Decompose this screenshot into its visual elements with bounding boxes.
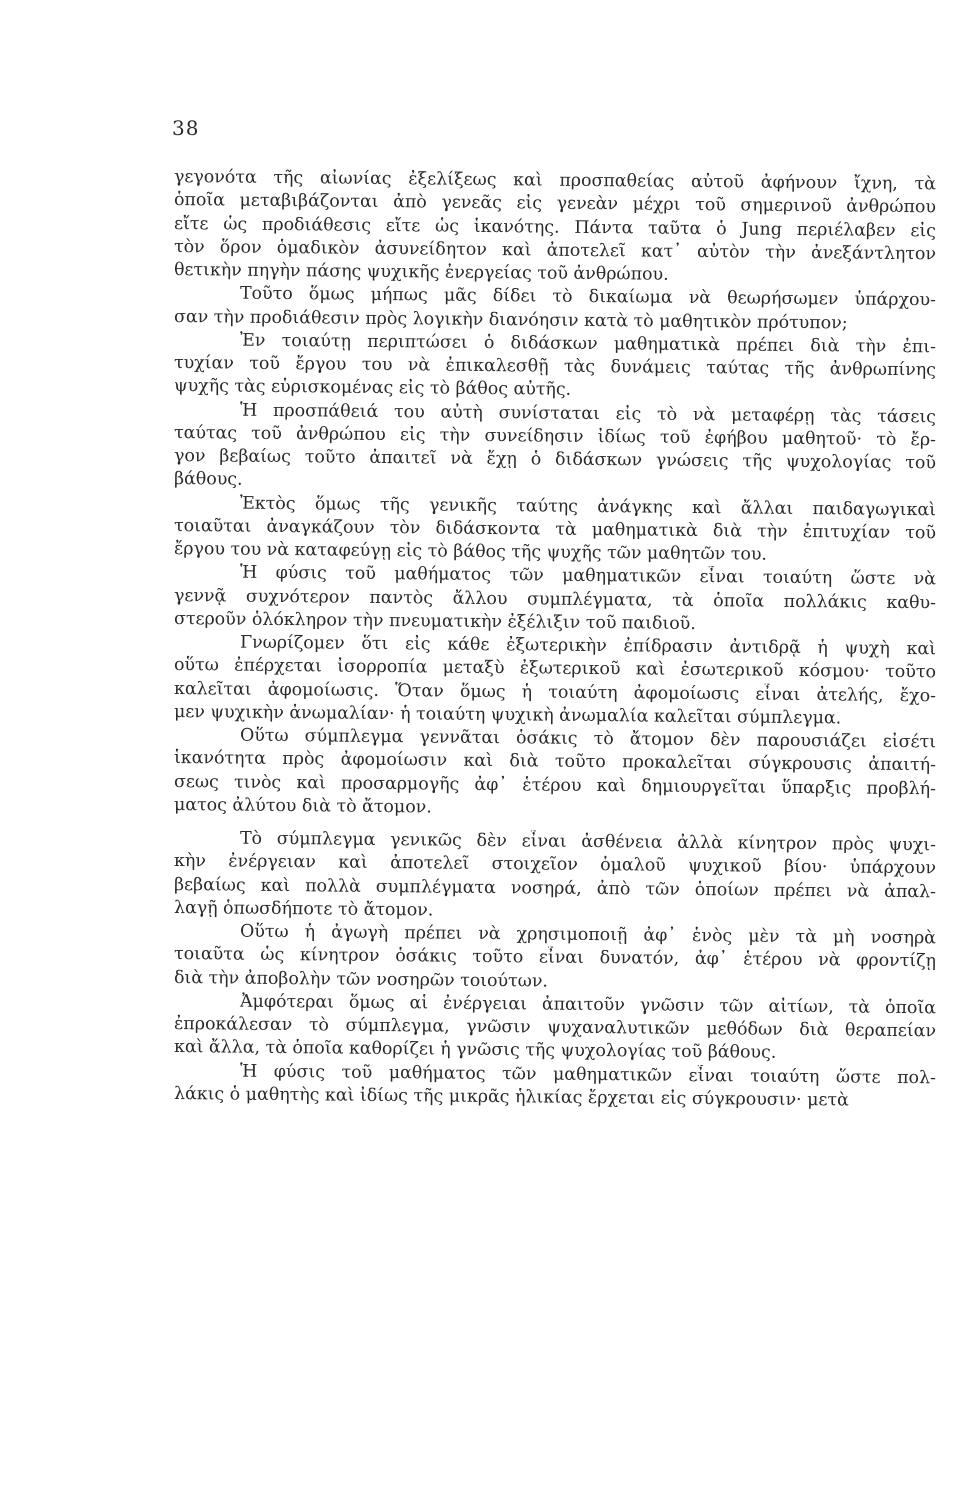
text-line: κὴν ἐνέργειαν καὶ ἀποτελεῖ στοιχεῖον ὁμαλοῦ ψυχικοῦ βίου· ὑπάρχουν xyxy=(173,851,937,879)
text-line: τὸν ὅρον ὁμαδικὸν ἀσυνείδητον καὶ ἀποτελεῖ κατ᾽ αὐτὸν τὴν ἀνεξάντλητον xyxy=(173,236,937,265)
text-line: διὰ τὴν ἀποβολὴν τῶν νοσηρῶν τοιούτων. xyxy=(173,967,549,992)
text-line: ὁποῖα μεταβιβάζονται ἀπὸ γενεᾶς εἰς γενεὰν μέχρι τοῦ σημερινοῦ ἀνθρώπου xyxy=(173,190,937,218)
text-line: Γνωρίζομεν ὅτι εἰς κάθε ἐξωτερικὴν ἐπίδρασιν ἀντιδρᾷ ἡ ψυχὴ καὶ xyxy=(239,632,937,660)
text-line: γεγονότα τῆς αἰωνίας ἐξελίξεως καὶ προσπαθείας αὐτοῦ ἀφήνουν ἴχνη, τὰ xyxy=(173,167,937,195)
paragraph xyxy=(173,282,937,333)
text-line: ἱκανότητα πρὸς ἀφομοίωσιν καὶ διὰ τοῦτο προκαλεῖται σύγκρουσις ἀπαιτή- xyxy=(173,748,937,776)
paragraph xyxy=(173,990,937,1064)
text-line: στεροῦν ὁλόκληρον τὴν πνευματικὴν ἐξέλιξιν τοῦ παιδιοῦ. xyxy=(173,608,696,634)
paragraph xyxy=(173,1060,937,1111)
text-line: οὕτω ἐπέρχεται ἰσορροπία μεταξὺ ἐξωτερικοῦ καὶ ἐσωτερικοῦ κόσμου· τοῦτο xyxy=(173,655,937,683)
text-line: ἐπροκάλεσαν τὸ σύμπλεγμα, γνῶσιν ψυχαναλυτικῶν μεθόδων διὰ θεραπείαν xyxy=(173,1014,937,1042)
paragraph xyxy=(174,329,936,399)
text-line: γεννᾷ συχνότερον παντὸς ἄλλου συμπλέγματα, τὰ ὁποῖα πολλάκις καθυ- xyxy=(173,585,937,613)
paragraph xyxy=(174,399,936,492)
text-line: Ἡ φύσις τοῦ μαθήματος τῶν μαθηματικῶν εἶναι τοιαύτη ὥστε πολ- xyxy=(239,1061,937,1088)
text-line: ἔργου του νὰ καταφεύγῃ εἰς τὸ βάθος τῆς ψυχῆς τῶν μαθητῶν του. xyxy=(173,539,768,565)
page-number: 38 xyxy=(172,116,200,140)
text-line: τοιαῦτα ὡς κίνητρον ὁσάκις τοῦτο εἶναι δυνατόν, ἀφ᾽ ἑτέρου νὰ φροντίζῃ xyxy=(173,944,937,972)
body-text xyxy=(173,166,937,1111)
text-line: Οὕτω σύμπλεγμα γεννᾶται ὁσάκις τὸ ἄτομον δὲν παρουσιάζει εἰσέτι xyxy=(239,725,937,753)
text-line: Οὕτω ἡ ἀγωγὴ πρέπει νὰ χρησιμοποιῇ ἀφ᾽ ἑνὸς μὲν τὰ μὴ νοσηρὰ xyxy=(239,921,937,949)
text-line: τυχίαν τοῦ ἔργου του νὰ ἐπικαλεσθῇ τὰς δυνάμεις ταύτας τῆς ἀνθρωπίνης xyxy=(173,353,937,381)
text-line: λαγῇ ὁπωσδήποτε τὸ ἄτομον. xyxy=(173,897,434,921)
text-line: Ἐκτὸς ὅμως τῆς γενικῆς ταύτης ἀνάγκης καὶ ἄλλαι παιδαγωγικαὶ xyxy=(239,493,937,520)
text-line: Τὸ σύμπλεγμα γενικῶς δὲν εἶναι ἀσθένεια ἀλλὰ κίνητρον πρὸς ψυχι- xyxy=(239,828,937,856)
text-line: Ἡ φύσις τοῦ μαθήματος τῶν μαθηματικῶν εἶναι τοιαύτη ὥστε νὰ xyxy=(239,562,937,590)
text-line: γον βεβαίως τοῦτο ἀπαιτεῖ νὰ ἔχῃ ὁ διδάσκων γνώσεις τῆς ψυχολογίας τοῦ xyxy=(173,446,937,474)
paragraph xyxy=(174,724,936,817)
text-line: Τοῦτο ὅμως μήπως μᾶς δίδει τὸ δικαίωμα νὰ θεωρήσωμεν ὑπάρχου- xyxy=(239,283,937,311)
text-line: ταύτας τοῦ ἀνθρώπου εἰς τὴν συνείδησιν ἰδίως τοῦ ἐφήβου μαθητοῦ· τὸ ἔρ- xyxy=(173,422,937,451)
text-line: καὶ ἄλλα, τὰ ὁποῖα καθορίζει ἡ γνῶσις τῆς ψυχολογίας τοῦ βάθους. xyxy=(173,1037,777,1064)
paragraph xyxy=(173,631,937,729)
text-line: εἴτε ὡς προδιάθεσις εἴτε ὡς ἱκανότης. Πάντα ταῦτα ὁ Jung περιέλαβεν εἰς xyxy=(173,213,937,241)
text-line: λάκις ὁ μαθητὴς καὶ ἰδίως τῆς μικρᾶς ἡλικίας ἔρχεται εἰς σύγκρουσιν· μετὰ xyxy=(173,1083,849,1111)
text-line: ψυχῆς τὰς εὑρισκομένας εἰς τὸ βάθος αὐτῆς. xyxy=(173,376,572,401)
paragraph xyxy=(173,561,937,634)
paragraph xyxy=(174,920,936,990)
text-line: Ἡ προσπάθειά του αὐτὴ συνίσταται εἰς τὸ νὰ μεταφέρῃ τὰς τάσεις xyxy=(239,400,937,427)
text-line: Ἀμφότεραι ὅμως αἱ ἐνέργειαι ἀπαιτοῦν γνῶσιν τῶν αἰτίων, τὰ ὁποῖα xyxy=(239,991,937,1019)
text-line: μεν ψυχικὴν ἀνωμαλίαν· ἡ τοιαύτη ψυχικὴ ἀνωμαλία καλεῖται σύμπλεγμα. xyxy=(173,701,842,729)
text-line: τοιαῦται ἀναγκάζουν τὸν διδάσκοντα τὰ μαθηματικὰ διὰ τὴν ἐπιτυχίαν τοῦ xyxy=(173,515,937,544)
text-line: βεβαίως καὶ πολλὰ συμπλέγματα νοσηρά, ἀπὸ τῶν ὁποίων πρέπει νὰ ἀπαλ- xyxy=(173,874,937,902)
text-line: βάθους. xyxy=(173,469,243,490)
text-line: καλεῖται ἀφομοίωσις. Ὅταν ὅμως ἡ τοιαύτη ἀφομοίωσις εἶναι ἀτελής, ἔχο- xyxy=(173,678,937,706)
paragraph xyxy=(173,166,937,285)
paragraph xyxy=(173,492,937,565)
paragraph xyxy=(174,827,936,920)
text-line: ματος ἀλύτου διὰ τὸ ἄτομον. xyxy=(173,794,432,818)
text-line: σεως τινὸς καὶ προσαρμογῆς ἀφ᾽ ἑτέρου καὶ δημιουργεῖται ὕπαρξις προβλή- xyxy=(173,771,937,799)
text-line: Ἐν τοιαύτῃ περιπτώσει ὁ διδάσκων μαθηματικὰ πρέπει διὰ τὴν ἐπι- xyxy=(239,330,937,358)
text-line: θετικὴν πηγὴν πάσης ψυχικῆς ἐνεργείας τοῦ ἀνθρώπου. xyxy=(173,260,669,285)
text-line: σαν τὴν προδιάθεσιν πρὸς λογικὴν διανόησιν κατὰ τὸ μαθητικὸν πρότυπον; xyxy=(173,306,848,333)
